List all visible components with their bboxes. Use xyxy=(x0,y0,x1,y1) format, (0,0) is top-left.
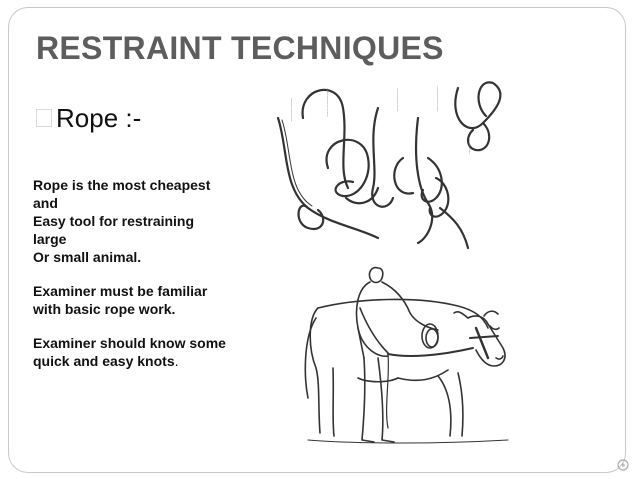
body-line-last xyxy=(33,352,269,370)
body-line: with basic rope work. xyxy=(33,301,176,317)
body-line: and xyxy=(33,195,58,211)
body-line-period: . xyxy=(174,353,179,369)
rope-knots-illustration xyxy=(268,78,528,258)
body-line-last xyxy=(33,334,269,352)
paragraph-gap xyxy=(33,318,269,334)
bullet-row xyxy=(36,102,141,134)
svg-text:-------------: ------------- xyxy=(288,98,294,122)
corner-mark-icon xyxy=(617,459,629,471)
body-line: large xyxy=(33,231,67,247)
body-line: Easy tool for restraining xyxy=(33,213,195,229)
body-line: Examiner must be familiar xyxy=(33,283,208,299)
bullet-box-icon xyxy=(36,109,52,127)
body-line-text: Examiner should know some xyxy=(33,335,226,351)
body-line-text: quick and easy knots xyxy=(33,353,175,369)
body-line: Or small animal. xyxy=(33,249,142,265)
body-line: Rope is the most cheapest xyxy=(33,177,211,193)
svg-text:-------------: ------------- xyxy=(394,88,400,112)
paragraph-gap xyxy=(33,266,269,282)
svg-text:--------------: -------------- xyxy=(434,86,440,112)
cow-restraint-illustration xyxy=(298,258,518,448)
bullet-text: Rope :- xyxy=(56,102,142,133)
slide-title: RESTRAINT TECHNIQUES xyxy=(36,30,444,66)
svg-text:----------------: ---------------- xyxy=(324,88,330,117)
svg-text:---------: --------- xyxy=(466,138,472,155)
body-text xyxy=(33,176,269,370)
